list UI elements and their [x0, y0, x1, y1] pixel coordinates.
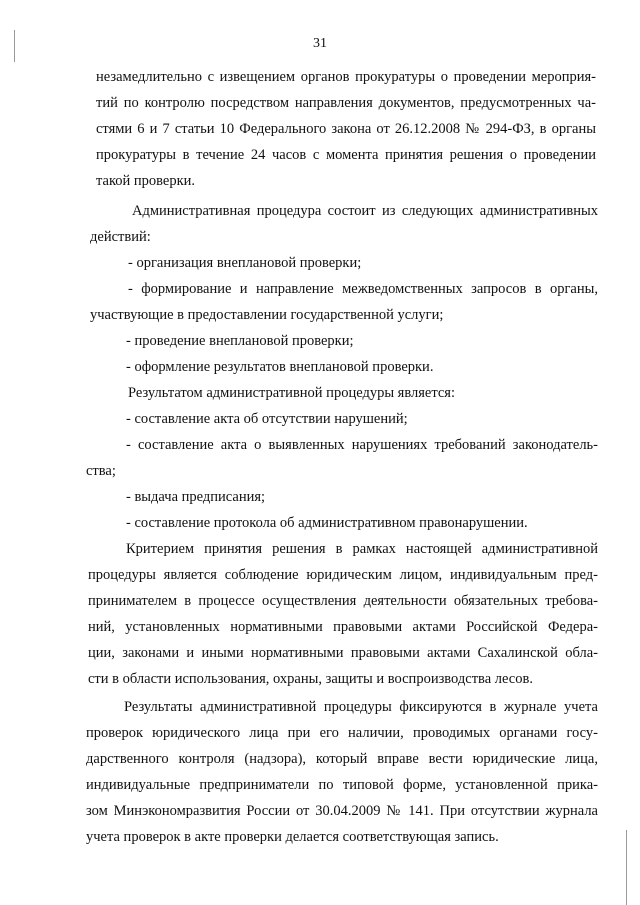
text-line: Результатом административной процедуры является:: [128, 385, 456, 401]
text-line: ства;: [86, 463, 116, 479]
text-line: зом Минэкономразвития России от 30.04.2009 № 141. При отсутствии журнала: [86, 803, 598, 819]
text-line: индивидуальные предприниматели по типовой форме, установленной прика-: [86, 777, 598, 793]
list-item: - составление протокола об административном правонарушении.: [126, 515, 528, 531]
text-line: учета проверок в акте проверки делается соответствующая запись.: [86, 829, 499, 845]
text-line: незамедлительно с извещением органов прокуратуры о проведении мероприя-: [96, 69, 596, 85]
text-line: стями 6 и 7 статьи 10 Федерального закона от 26.12.2008 № 294-ФЗ, в органы: [96, 121, 596, 137]
text-line: такой проверки.: [96, 173, 196, 189]
list-item: - составление акта об отсутствии нарушений;: [126, 411, 408, 427]
text-line: Результаты административной процедуры фиксируются в журнале учета: [124, 699, 598, 715]
text-line: Административная процедура состоит из следующих административных: [132, 203, 598, 219]
list-item: - выдача предписания;: [126, 489, 266, 505]
list-item: - составление акта о выявленных нарушениях требований законодатель-: [126, 437, 598, 453]
page-number: 31: [313, 36, 327, 51]
text-line: процедуры является соблюдение юридическим лицом, индивидуальным пред-: [88, 567, 598, 583]
text-line: ции, законами и иными нормативными правовыми актами Сахалинской обла-: [88, 645, 598, 661]
text-line: действий:: [90, 229, 151, 245]
text-line: принимателем в процессе осуществления деятельности обязательных требова-: [88, 593, 598, 609]
list-item: - проведение внеплановой проверки;: [126, 333, 354, 349]
list-item: - организация внеплановой проверки;: [128, 255, 362, 271]
text-line: Критерием принятия решения в рамках настоящей административной: [126, 541, 598, 557]
right-edge-mark-bottom: [626, 830, 627, 905]
text-line: сти в области использования, охраны, защиты и воспроизводства лесов.: [88, 671, 533, 687]
text-line: тий по контролю посредством направления документов, предусмотренных ча-: [96, 95, 596, 111]
text-line: участвующие в предоставлении государственной услуги;: [90, 307, 444, 323]
text-line: дарственного контроля (надзора), который вправе вести юридические лица,: [86, 751, 598, 767]
text-line: прокуратуры в течение 24 часов с момента принятия решения о проведении: [96, 147, 596, 163]
list-item: - оформление результатов внеплановой проверки.: [126, 359, 434, 375]
text-line: проверок юридического лица при его наличии, проводимых органами госу-: [86, 725, 598, 741]
list-item: - формирование и направление межведомственных запросов в органы,: [128, 281, 598, 297]
text-line: ний, установленных нормативными правовыми актами Российской Федера-: [88, 619, 598, 635]
